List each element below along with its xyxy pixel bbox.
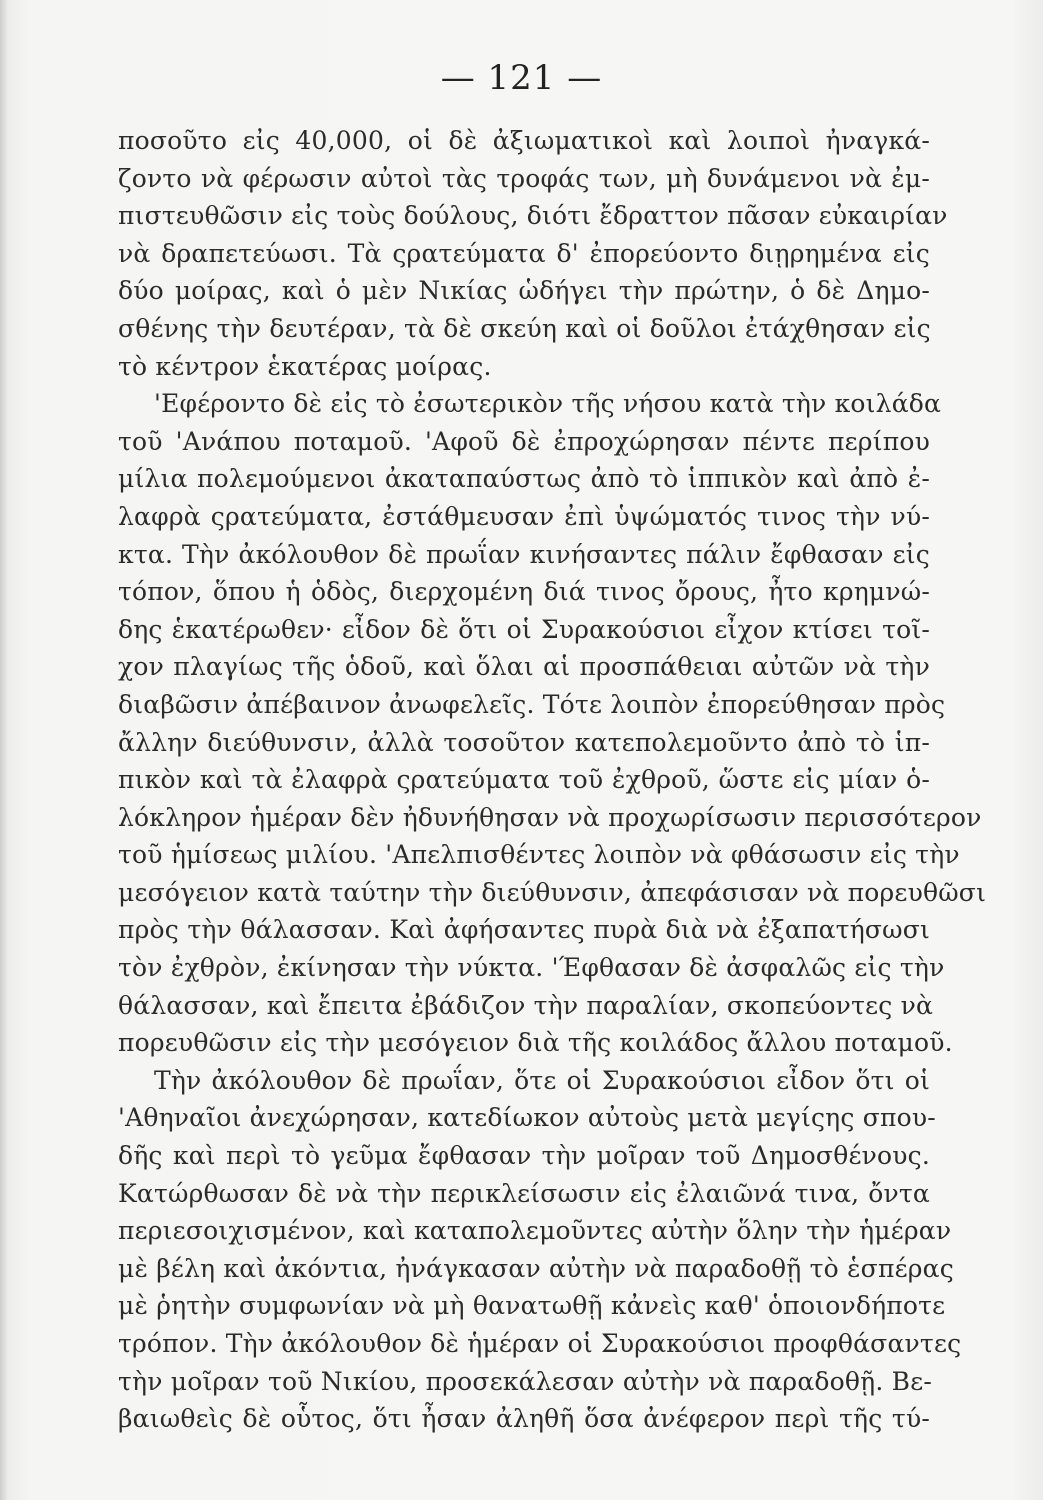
page-number: — 121 — xyxy=(440,58,603,98)
text-line: νὰ δραπετεύωσι. Τὰ ςρατεύματα δ' ἐπορεύοντο διῃρημένα εἰς xyxy=(118,238,930,268)
body-text xyxy=(118,122,987,1438)
text-line: λόκληρον ἡμέραν δὲν ἠδυνήθησαν νὰ προχωρίσωσιν περισσότερον xyxy=(118,802,982,832)
text-line: 'Εφέροντο δὲ εἰς τὸ ἐσωτερικὸν τῆς νήσου κατὰ τὴν κοιλάδα xyxy=(154,389,942,419)
text-line: πικὸν καὶ τὰ ἐλαφρὰ ςρατεύματα τοῦ ἐχθροῦ, ὥστε εἰς μίαν ὁ- xyxy=(118,765,930,795)
text-line: πρὸς τὴν θάλασσαν. Καὶ ἀφήσαντες πυρὰ διὰ νὰ ἐξαπατήσωσι xyxy=(118,915,930,945)
text-line: τοῦ 'Ανάπου ποταμοῦ. 'Αφοῦ δὲ ἐπροχώρησαν πέντε περίπου xyxy=(118,426,930,456)
text-line: πορευθῶσιν εἰς τὴν μεσόγειον διὰ τῆς κοιλάδος ἄλλου ποταμοῦ. xyxy=(118,1028,953,1058)
text-line: διαβῶσιν ἀπέβαινον ἀνωφελεῖς. Τότε λοιπὸν ἐπορεύθησαν πρὸς xyxy=(118,689,946,719)
text-line: τοῦ ἡμίσεως μιλίου. 'Απελπισθέντες λοιπὸν νὰ φθάσωσιν εἰς τὴν xyxy=(118,840,960,870)
text-line: θάλασσαν, καὶ ἔπειτα ἐβάδιζον τὴν παραλίαν, σκοπεύοντες νὰ xyxy=(118,990,934,1020)
text-line: Κατώρθωσαν δὲ νὰ τὴν περικλείσωσιν εἰς ἐλαιῶνά τινα, ὄντα xyxy=(118,1178,930,1208)
text-line: δύο μοίρας, καὶ ὁ μὲν Νικίας ὡδήγει τὴν πρώτην, ὁ δὲ Δημο- xyxy=(118,276,930,306)
text-line: βαιωθεὶς δὲ οὗτος, ὅτι ἦσαν ἀληθῆ ὅσα ἀνέφερον περὶ τῆς τύ- xyxy=(118,1404,930,1434)
text-line: μὲ ῥητὴν συμφωνίαν νὰ μὴ θανατωθῇ κἀνεὶς καθ' ὁποιονδήποτε xyxy=(118,1291,946,1321)
text-line: ζοντο νὰ φέρωσιν αὐτοὶ τὰς τροφάς των, μὴ δυνάμενοι νὰ ἐμ- xyxy=(118,163,930,193)
text-line: Τὴν ἀκόλουθον δὲ πρωΐαν, ὅτε οἱ Συρακούσιοι εἶδον ὅτι οἱ xyxy=(154,1065,930,1095)
text-line: τόπον, ὅπου ἡ ὁδὸς, διερχομένη διά τινος ὄρους, ἦτο κρημνώ- xyxy=(118,577,930,607)
text-line: τὴν μοῖραν τοῦ Νικίου, προσεκάλεσαν αὐτὴν νὰ παραδοθῇ. Βε- xyxy=(118,1366,932,1396)
text-line: ποσοῦτο εἰς 40,000, οἱ δὲ ἀξιωματικοὶ καὶ λοιποὶ ἠναγκά- xyxy=(118,126,930,155)
text-line: πιστευθῶσιν εἰς τοὺς δούλους, διότι ἔδραττον πᾶσαν εὐκαιρίαν xyxy=(118,201,948,231)
text-line: τὸν ἐχθρὸν, ἐκίνησαν τὴν νύκτα. 'Έφθασαν δὲ ἀσφαλῶς εἰς τὴν xyxy=(118,953,945,983)
text-line: περιεσοιχισμένον, καὶ καταπολεμοῦντες αὐτὴν ὅλην τὴν ἡμέραν xyxy=(118,1216,952,1246)
text-line: δῆς καὶ περὶ τὸ γεῦμα ἔφθασαν τὴν μοῖραν τοῦ Δημοσθένους. xyxy=(118,1141,930,1171)
text-line: μὲ βέλη καὶ ἀκόντια, ἠνάγκασαν αὐτὴν νὰ παραδοθῇ τὸ ἑσπέρας xyxy=(118,1253,954,1283)
text-line: τὸ κέντρον ἑκατέρας μοίρας. xyxy=(118,351,492,381)
text-line: μίλια πολεμούμενοι ἀκαταπαύστως ἀπὸ τὸ ἱππικὸν καὶ ἀπὸ ἐ- xyxy=(118,464,930,494)
text-line: σθένης τὴν δευτέραν, τὰ δὲ σκεύη καὶ οἱ δοῦλοι ἐτάχθησαν εἰς xyxy=(118,313,931,343)
text-line: χον πλαγίως τῆς ὁδοῦ, καὶ ὅλαι αἱ προσπάθειαι αὐτῶν νὰ τὴν xyxy=(118,652,930,682)
text-line: 'Αθηναῖοι ἀνεχώρησαν, κατεδίωκον αὐτοὺς μετὰ μεγίςης σπου- xyxy=(118,1103,936,1133)
page-edge-shadow xyxy=(0,0,8,1500)
text-line: ἄλλην διεύθυνσιν, ἀλλὰ τοσοῦτον κατεπολεμοῦντο ἀπὸ τὸ ἱπ- xyxy=(118,727,930,757)
text-line: κτα. Τὴν ἀκόλουθον δὲ πρωΐαν κινήσαντες πάλιν ἔφθασαν εἰς xyxy=(118,539,930,569)
text-line: τρόπον. Τὴν ἀκόλουθον δὲ ἡμέραν οἱ Συρακούσιοι προφθάσαντες xyxy=(118,1329,962,1358)
text-line: μεσόγειον κατὰ ταύτην τὴν διεύθυνσιν, ἀπεφάσισαν νὰ πορευθῶσι xyxy=(118,877,987,907)
text-line: δης ἑκατέρωθεν· εἶδον δὲ ὅτι οἱ Συρακούσιοι εἶχον κτίσει τοῖ- xyxy=(118,614,930,644)
text-line: λαφρὰ ςρατεύματα, ἐστάθμευσαν ἐπὶ ὑψώματός τινος τὴν νύ- xyxy=(118,501,930,531)
